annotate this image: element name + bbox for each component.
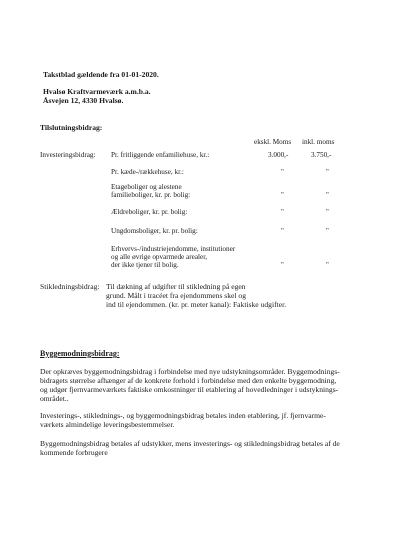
row-desc-line: der ikke tjener til bolig.: [111, 261, 179, 269]
paragraph-line: Investerings-, stiklednings-, og byggemodningsbidrag betales inden etablering, jf. fjernvarme-: [40, 411, 326, 420]
stikledning-text-line: ind til ejendommen. (kr. pr. meter kanal): Faktiske udgifter.: [106, 300, 287, 309]
row-inkl-ditto: ": [326, 191, 329, 199]
row-desc: Pr. kæde-/rækkehuse, kr.:: [111, 168, 184, 176]
investering-label: Investeringsbidrag:: [40, 151, 96, 159]
row-desc-line: Etageboliger og alestene: [111, 183, 182, 191]
row-desc-line: familieboliger, kr. pr. bolig:: [111, 191, 191, 199]
company-name: Hvalsø Kraftvarmeværk a.m.b.a.: [43, 87, 151, 96]
stikledning-label: Stikledningsbidrag:: [40, 282, 100, 291]
column-header-exkl: ekskl. Moms: [254, 138, 292, 146]
stikledning-text-line: Til dækning af udgifter til stikledning på egen: [106, 282, 246, 291]
row-inkl-ditto: ": [326, 168, 329, 176]
paragraph-line: området..: [40, 394, 69, 403]
stikledning-text-line: grund. Målt i tracéet fra ejendommens skel og: [106, 291, 247, 300]
row-inkl-ditto: ": [326, 227, 329, 235]
row-inkl: 3.750,-: [311, 151, 332, 159]
row-desc: Ungdomsboliger, kr. pr. bolig:: [111, 227, 198, 235]
paragraph-line: værkets almindelige leveringsbestemmelser.: [40, 420, 175, 429]
tilslutning-heading: Tilslutningsbidrag:: [40, 123, 103, 132]
paragraph-line: Byggemodningsbidrag betales af udstykker, mens investerings- og stikledningsbidrag betales af de: [40, 439, 340, 448]
row-exkl-ditto: ": [281, 208, 284, 216]
row-desc: Pr. fritliggende enfamiliehuse, kr.:: [111, 151, 210, 159]
document-title: Takstblad gældende fra 01-01-2020.: [43, 70, 159, 79]
row-desc-line: og alle øvrige opvarmede arealer,: [111, 253, 208, 261]
byggemodning-heading: Byggemodningsbidrag:: [40, 349, 120, 358]
company-address: Åsvejen 12, 4330 Hvalsø.: [43, 96, 124, 105]
row-desc: Ældreboliger, kr. pr. bolig:: [111, 208, 188, 216]
paragraph-line: kommende forbrugere: [40, 448, 108, 457]
row-exkl: 3.000,-: [268, 151, 289, 159]
paragraph-line: Der opkræves byggemodningsbidrag i forbindelse med nye udstykningsområder. Byggemodnings-: [40, 367, 340, 376]
row-exkl-ditto: ": [281, 261, 284, 269]
row-inkl-ditto: ": [326, 261, 329, 269]
paragraph-line: og udgør fjernvarmeværkets faktiske omkostninger til etablering af hovedledninger i udstyknings-: [40, 385, 339, 394]
column-header-inkl: inkl. moms: [302, 138, 335, 146]
row-exkl-ditto: ": [281, 168, 284, 176]
row-desc-line: Erhvervs-/industriejendomme, institutioner: [111, 245, 236, 253]
row-exkl-ditto: ": [281, 191, 284, 199]
row-exkl-ditto: ": [281, 227, 284, 235]
paragraph-line: bidragets størrelse afhænger af de konkrete forhold i forbindelse med den enkelte byggemodning,: [40, 376, 337, 385]
row-inkl-ditto: ": [326, 208, 329, 216]
